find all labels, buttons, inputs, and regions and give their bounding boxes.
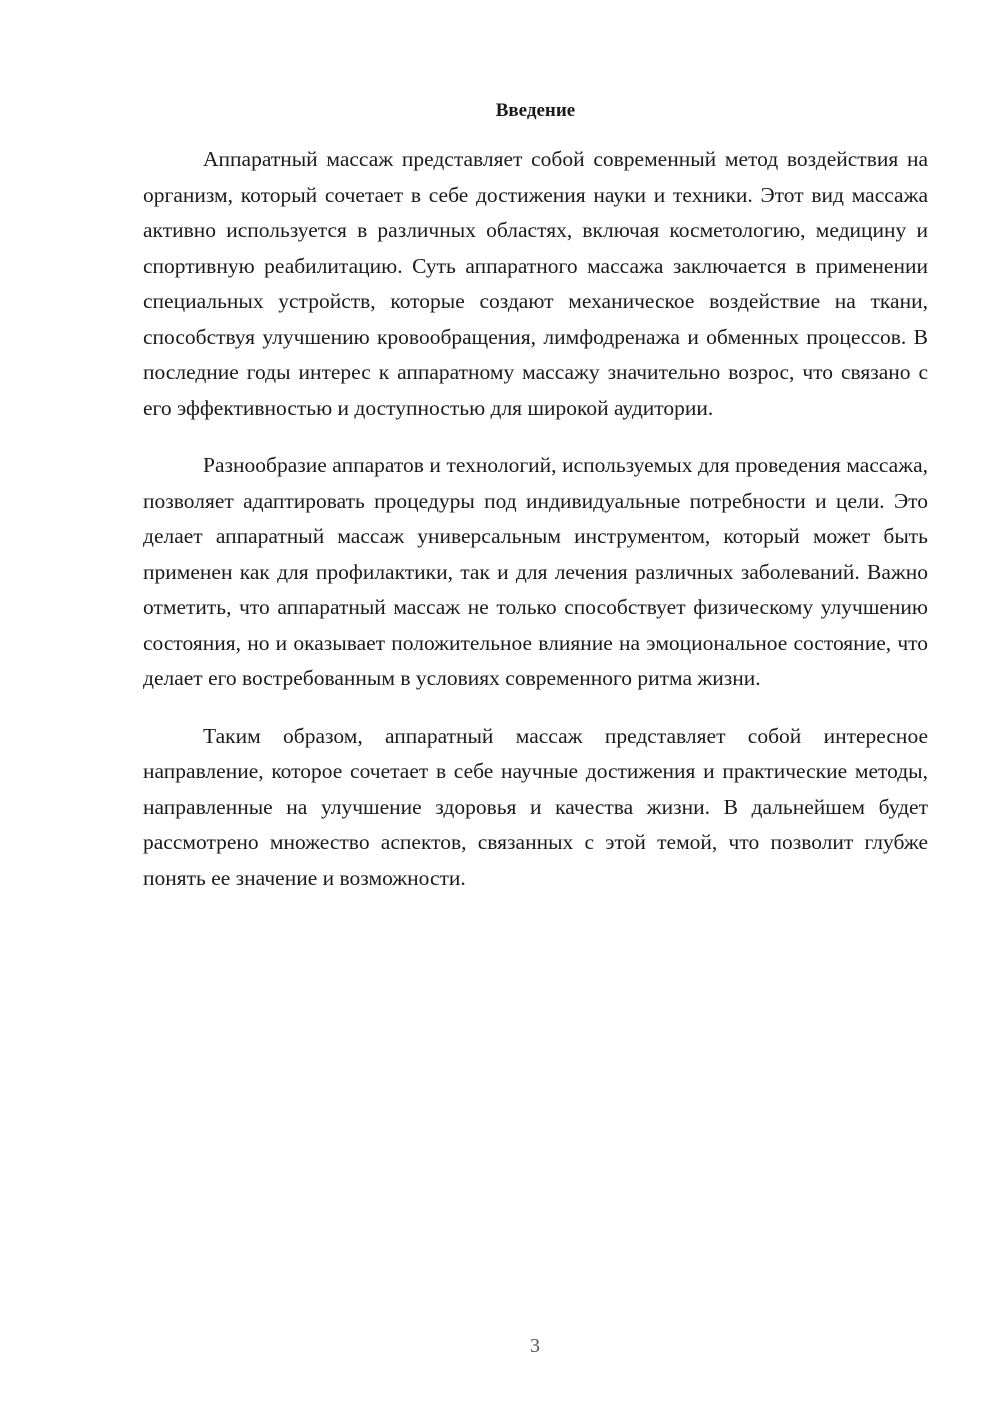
paragraph-2: Разнообразие аппаратов и технологий, используемых для проведения массажа, позволяет адаптировать процедуры под индивидуальные потребности и цели. Это делает аппаратный массаж универсальным инструментом, который может быть применен как для профилактики, так и для лечения различных заболеваний. Важно отметить, что аппаратный массаж не только способствует физическому улучшению состояния, но и оказывает положительное влияние на эмоциональное состояние, что делает его востребованным в условиях современного ритма жизни. [143,453,928,690]
paragraph-1: Аппаратный массаж представляет собой современный метод воздействия на организм, который сочетает в себе достижения науки и техники. Этот вид массажа активно используется в различных областях, включая косметологию, медицину и спортивную реабилитацию. Суть аппаратного массажа заключается в применении специальных устройств, которые создают механическое воздействие на ткани, способствуя улучшению кровообращения, лимфодренажа и обменных процессов. В последние годы интерес к аппаратному массажу значительно возрос, что связано с его эффективностью и доступностью для широкой аудитории. [143,147,928,420]
document-body [143,142,928,918]
section-title: Введение [495,100,576,121]
page-number: 3 [530,1335,540,1357]
paragraph-3: Таким образом, аппаратный массаж представляет собой интересное направление, которое сочетает в себе научные достижения и практические методы, направленные на улучшение здоровья и качества жизни. В дальнейшем будет рассмотрено множество аспектов, связанных с этой темой, что позволит глубже понять ее значение и возможности. [143,723,928,890]
